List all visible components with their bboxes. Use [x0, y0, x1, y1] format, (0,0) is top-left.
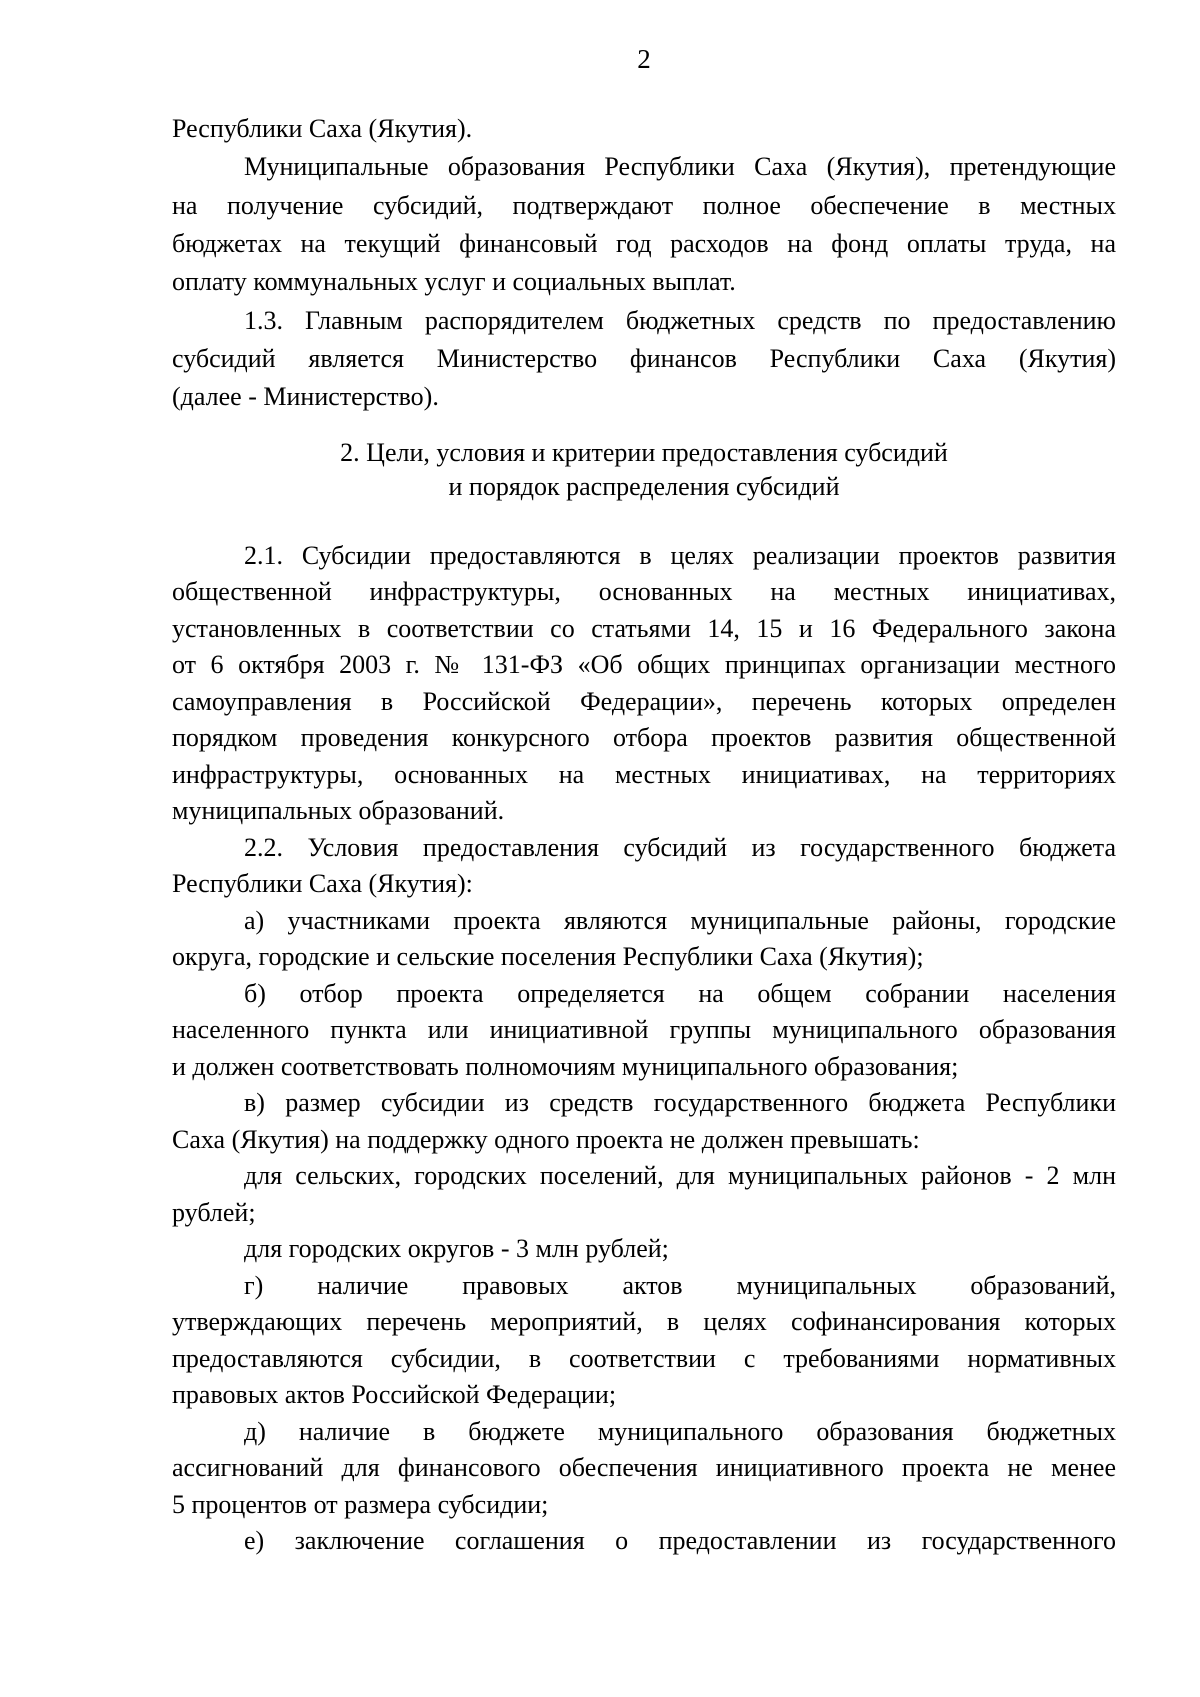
text-line: общественной инфраструктуры, основанных на местных инициативах,	[172, 577, 1116, 606]
text-line: Муниципальные образования Республики Саха (Якутия), претендующие	[244, 152, 1116, 181]
text-line: (далее - Министерство).	[172, 382, 439, 411]
text-line: Саха (Якутия) на поддержку одного проекта не должен превышать:	[172, 1125, 920, 1154]
section-heading-line-2: и порядок распределения субсидий	[448, 472, 840, 501]
text-line: самоуправления в Российской Федерации», перечень которых определен	[172, 687, 1116, 716]
section-heading-line-1: 2. Цели, условия и критерии предоставления субсидий	[340, 438, 948, 467]
text-line: б) отбор проекта определяется на общем собрании населения	[244, 979, 1116, 1008]
text-line: Республики Саха (Якутия):	[172, 869, 473, 898]
text-line: порядком проведения конкурсного отбора проектов развития общественной	[172, 723, 1116, 752]
text-line: от 6 октября 2003 г. № 131-ФЗ «Об общих принципах организации местного	[172, 650, 1116, 679]
text-line: 2.2. Условия предоставления субсидий из государственного бюджета	[244, 833, 1116, 862]
text-line: е) заключение соглашения о предоставлении из государственного	[244, 1526, 1116, 1555]
text-line: правовых актов Российской Федерации;	[172, 1380, 617, 1409]
text-line: инфраструктуры, основанных на местных инициативах, на территориях	[172, 760, 1116, 789]
text-line: для сельских, городских поселений, для муниципальных районов - 2 млн	[244, 1161, 1116, 1190]
text-line: рублей;	[172, 1198, 256, 1227]
text-line: бюджетах на текущий финансовый год расходов на фонд оплаты труда, на	[172, 229, 1116, 258]
text-line: и должен соответствовать полномочиям муниципального образования;	[172, 1052, 959, 1081]
text-line: населенного пункта или инициативной группы муниципального образования	[172, 1015, 1116, 1044]
text-line: г) наличие правовых актов муниципальных образований,	[244, 1271, 1116, 1300]
text-line: а) участниками проекта являются муниципальные районы, городские	[244, 906, 1116, 935]
text-line: 2.1. Субсидии предоставляются в целях реализации проектов развития	[244, 541, 1116, 570]
text-line: установленных в соответствии со статьями 14, 15 и 16 Федерального закона	[172, 614, 1116, 643]
text-line: округа, городские и сельские поселения Республики Саха (Якутия);	[172, 942, 924, 971]
text-line: оплату коммунальных услуг и социальных выплат.	[172, 267, 736, 296]
text-line: 5 процентов от размера субсидии;	[172, 1490, 549, 1519]
text-line: на получение субсидий, подтверждают полное обеспечение в местных	[172, 191, 1116, 220]
text-line: 1.3. Главным распорядителем бюджетных средств по предоставлению	[244, 306, 1116, 335]
text-line: субсидий является Министерство финансов Республики Саха (Якутия)	[172, 344, 1116, 373]
text-line: муниципальных образований.	[172, 796, 505, 825]
text-line: Республики Саха (Якутия).	[172, 114, 473, 143]
page-number: 2	[637, 44, 651, 74]
text-line: предоставляются субсидии, в соответствии с требованиями нормативных	[172, 1344, 1116, 1373]
text-line: д) наличие в бюджете муниципального образования бюджетных	[244, 1417, 1116, 1446]
text-line: для городских округов - 3 млн рублей;	[244, 1234, 669, 1263]
text-line: в) размер субсидии из средств государственного бюджета Республики	[244, 1088, 1116, 1117]
text-line: ассигнований для финансового обеспечения инициативного проекта не менее	[172, 1453, 1116, 1482]
text-line: утверждающих перечень мероприятий, в целях софинансирования которых	[172, 1307, 1116, 1336]
